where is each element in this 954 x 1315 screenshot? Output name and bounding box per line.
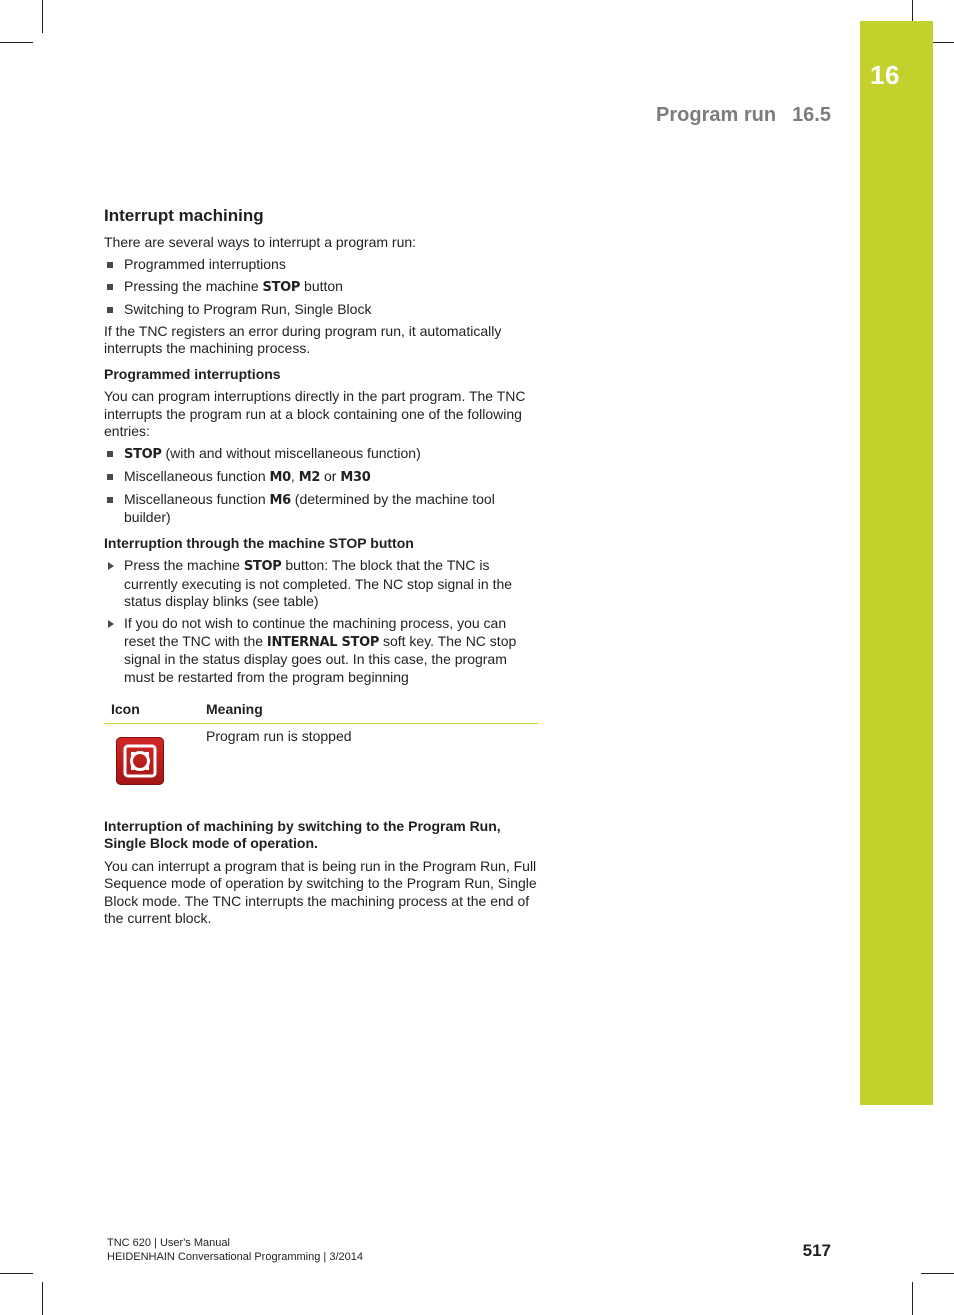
ways-list [104,256,540,319]
table-header-row [104,699,538,723]
single-block-text: You can interrupt a program that is being run in the Program Run, Full Sequence mode of operation by switching to the Program Run, Single Block mode. The TNC interrupts the machining process at the end of the current block. [104,857,537,926]
keyword-text: STOP [243,559,282,574]
crop-mark [0,1273,33,1274]
section-heading: Interrupt machining [104,206,264,225]
stop-button-steps [104,557,540,686]
intro-text: There are several ways to interrupt a program run: [104,234,417,250]
icon-cell [104,723,199,790]
keyword-text: M0 [269,469,291,485]
page-number: 517 [802,1241,831,1260]
running-head [656,104,831,127]
footer-edition: HEIDENHAIN Conversational Programming | 3/2014 [107,1251,363,1263]
list-item-text: (with and without miscellaneous function) [161,444,421,461]
nc-stop-icon [116,737,164,785]
list-item [104,615,540,686]
list-item [104,491,540,527]
table-row [104,723,538,790]
list-item-text: (determined by the machine tool builder) [124,490,495,525]
keyword-text: M30 [340,469,371,485]
list-item [104,301,540,319]
list-item-text: , [290,467,299,484]
list-item-text: If you do not wish to continue the machining process, you can reset the TNC with the [124,615,507,649]
list-item-text: Programmed interruptions [124,255,286,272]
list-item [104,256,540,274]
list-item [104,445,540,464]
stop-button-heading: Interruption through the machine STOP button [104,534,414,551]
crop-mark [42,1282,43,1315]
list-item [104,468,540,487]
list-item [104,557,540,611]
meaning-cell: Program run is stopped [206,727,352,744]
crop-mark [912,1282,913,1315]
running-head-title: Program run [656,104,777,126]
chapter-number: 16 [870,60,900,90]
list-item-text: button [300,277,343,294]
list-item-text: Pressing the machine [124,277,263,294]
chapter-tab [860,21,933,1105]
error-note: If the TNC registers an error during program run, it automatically interrupts the machining process. [104,322,502,356]
keyword-text: INTERNAL STOP [266,634,380,650]
list-item-text: Press the machine [124,557,244,573]
list-item-text: Miscellaneous function [124,467,270,484]
list-item-text: button: The block that the TNC is currently executing is not completed. The NC stop signal in the status display blinks (see table) [124,557,513,609]
crop-mark [921,1273,954,1274]
main-content [104,205,540,932]
crop-mark [0,42,33,43]
programmed-text: You can program interruptions directly in the part program. The TNC interrupts the program run at a block containing one of the following entries: [104,388,526,439]
crop-mark [42,0,43,33]
list-item-text: or [320,467,341,484]
footer-manual-title: TNC 620 | User's Manual [107,1237,230,1249]
keyword-text: M6 [269,492,291,508]
list-item-text: soft key. The NC stop signal in the status display goes out. In this case, the program must be restarted from the program beginning [124,632,517,685]
running-head-section: 16.5 [792,104,831,126]
keyword-text: STOP [124,446,162,462]
keyword-text: M2 [298,469,321,485]
list-item-text: Miscellaneous function [124,490,270,507]
footer [107,1236,363,1264]
keyword-text: STOP [262,279,301,295]
list-item-text: Switching to Program Run, Single Block [124,300,372,317]
icon-column-header: Icon [104,699,199,723]
programmed-entries-list [104,445,540,527]
meaning-column-header: Meaning [199,699,538,723]
list-item [104,278,540,297]
icon-legend-table [104,699,538,790]
single-block-heading: Interruption of machining by switching to the Program Run, Single Block mode of operation. [104,817,501,851]
programmed-heading: Programmed interruptions [104,365,281,382]
